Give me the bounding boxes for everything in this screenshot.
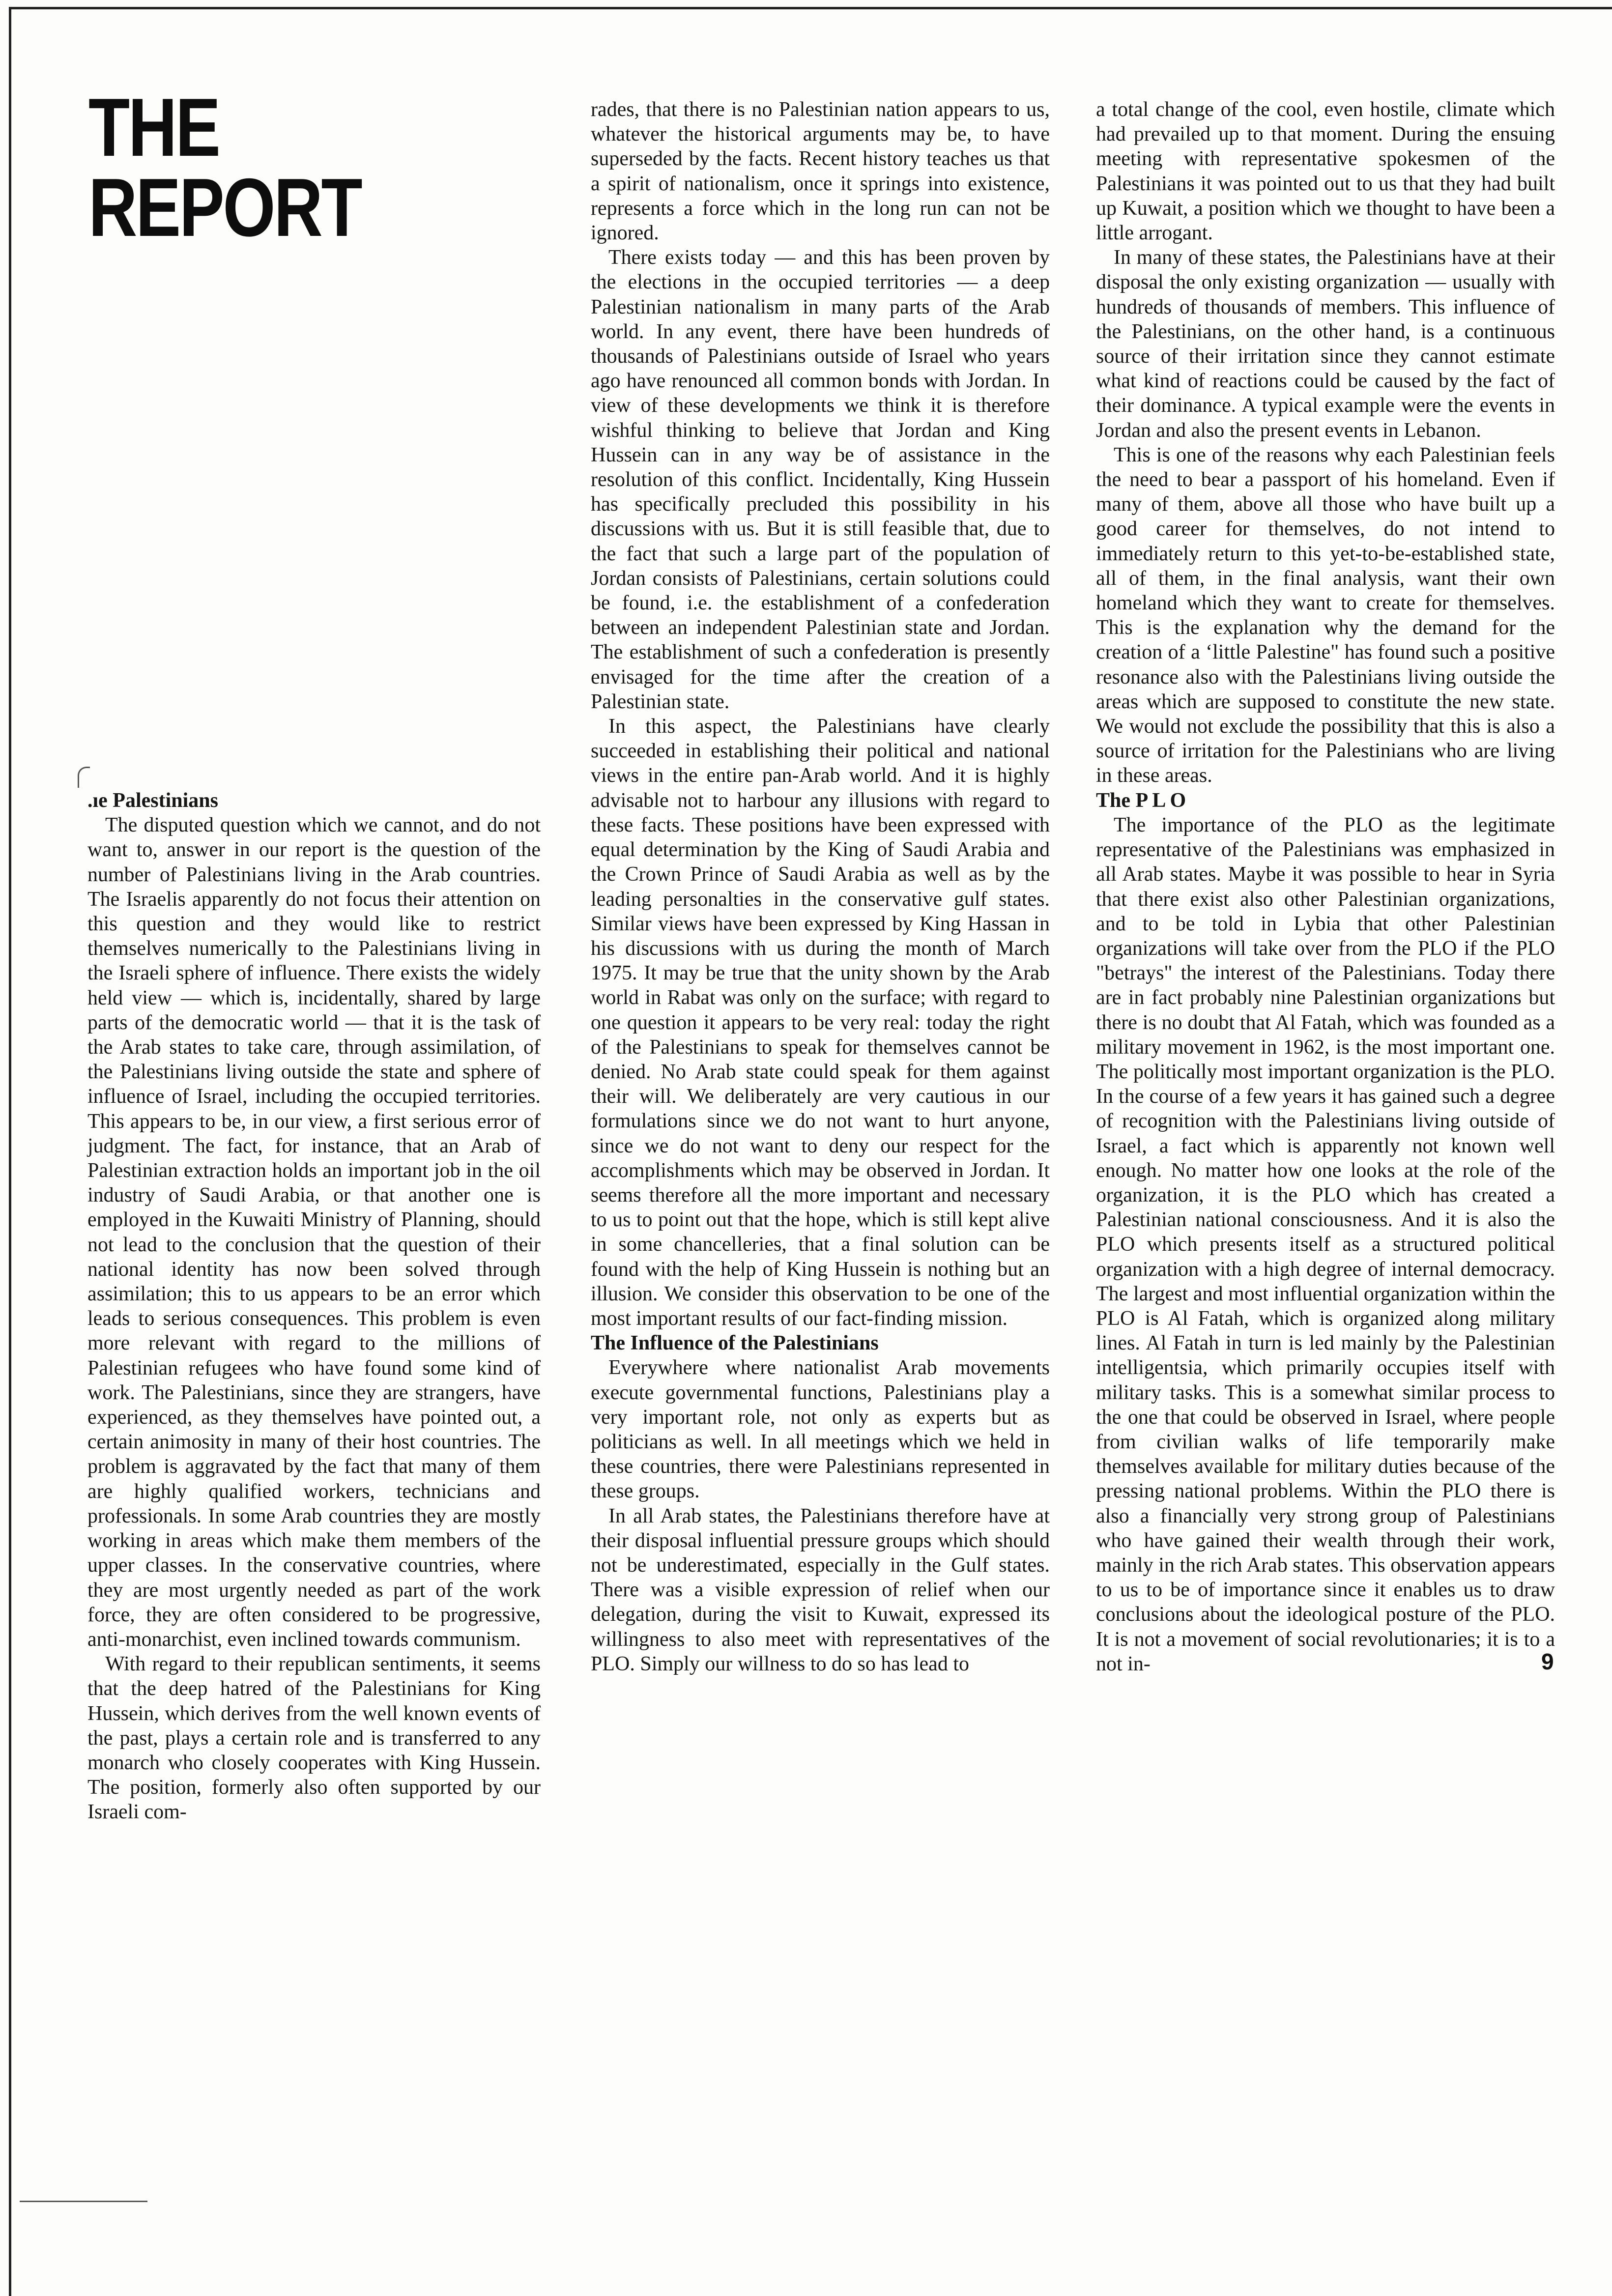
bottom-rule [20, 2201, 147, 2202]
title-line-2: REPORT [88, 161, 361, 254]
top-border-rule [9, 7, 1612, 9]
paragraph: This is one of the reasons why each Palestinian feels the need to bear a passport of his homeland. Even if many of them, above all those who have built up a good career for themselves, do not intend to immediately return to this yet-to-be-established state, all of them, in the final analysis, want their own homeland which they want to create for themselves. This is the explanation why the demand for the creation of a ‘little Palestine" has found such a positive resonance also with the Palestinians living outside the areas which are supposed to constitute the new state. We would not exclude the possibility that this is also a source of irritation for the Palestinians who are living in these areas. [1096, 443, 1555, 787]
column-left [87, 788, 541, 1825]
column-right [1096, 97, 1555, 1676]
paragraph: The importance of the PLO as the legitimate representative of the Palestinians was emphasized in all Arab states. Maybe it was possible to hear in Syria that there exist also other Palestinian organizations, and to be told in Lybia that other Palestinian organizations will take over from the PLO if the PLO "betrays" the interest of the Palestinians. Today there are in fact probably nine Palestinian organizations but there is no doubt that Al Fatah, which was founded as a military movement in 1962, is the most important one. The politically most important organization is the PLO. In the course of a few years it has gained such a degree of recognition with the Palestinians living outside of Israel, a fact which is apparently not known well enough. No matter how one looks at the role of the organization, it is the PLO which has created a Palestinian national consciousness. And it is also the PLO which presents itself as a structured political organization with a high degree of internal democracy. The largest and most influential organization within the PLO is Al Fatah, which is organized along military lines. Al Fatah in turn is led mainly by the Palestinian intelligentsia, which primarily occupies itself with military tasks. This is a somewhat similar process to the one that could be observed in Israel, where people from civilian walks of life temporarily make themselves available for military duties because of the pressing national problems. Within the PLO there is also a financially very strong group of Palestinians who have gained their wealth through their work, mainly in the rich Arab states. This observation appears to us to be of importance since it enables us to draw conclusions about the ideological posture of the PLO. It is not a movement of social revolutionaries; it is to a not in- [1096, 813, 1555, 1675]
paragraph: The disputed question which we cannot, and do not want to, answer in our report is the question of the number of Palestinians living in the Arab countries. The Israelis apparently do not focus their attention on this question and they would like to restrict themselves numerically to the Palestinians living in the Israeli sphere of influence. There exists the widely held view — which is, incidentally, shared by large parts of the democratic world — that it is the task of the Arab states to take care, through assimilation, of the Palestinians living outside the state and sphere of influence of Israel, including the occupied territories. This appears to be, in our view, a first serious error of judgment. The fact, for instance, that an Arab of Palestinian extraction holds an important job in the oil industry of Saudi Arabia, or that another one is employed in the Kuwaiti Ministry of Planning, should not lead to the conclusion that the question of their national identity has now been solved through assimilation; this to us appears to be an error which leads to serious consequences. This problem is even more relevant with regard to the millions of Palestinian refugees who have found some kind of work. The Palestinians, since they are strangers, have experienced, as they themselves have pointed out, a certain animosity in many of their host countries. The problem is aggravated by the fact that many of them are highly qualified workers, technicians and professionals. In some Arab countries they are mostly working in areas which make them members of the upper classes. In the conservative countries, where they are most urgently needed as part of the work force, they are often considered to be progressive, anti-monarchist, even inclined towards communism. [87, 814, 541, 1651]
paragraph: a total change of the cool, even hostile, climate which had prevailed up to that moment. During the ensuing meeting with representative spokesmen of the Palestinians it was pointed out to us that they had built up Kuwait, a position which we thought to have been a little arrogant. [1096, 98, 1555, 245]
heading-palestinians: .ıe Palestinians [87, 789, 219, 812]
paragraph: In all Arab states, the Palestinians therefore have at their disposal influential pressure groups which should not be underestimated, especially in the Gulf states. There was a visible expression of relief when our delegation, during the visit to Kuwait, expressed its willingness to also meet with representatives of the PLO. Simply our willness to do so has lead to [591, 1504, 1050, 1675]
column-middle [591, 97, 1050, 1676]
paragraph: Everywhere where nationalist Arab movements execute governmental functions, Palestinians play a very important role, not only as experts but as politicians as well. In all meetings which we held in these countries, there were Palestinians represented in these groups. [591, 1356, 1050, 1503]
paragraph: There exists today — and this has been proven by the elections in the occupied territories — a deep Palestinian nationalism in many parts of the Arab world. In any event, there have been hundreds of thousands of Palestinians outside of Israel who years ago have renounced all common bonds with Jordan. In view of these developments we think it is therefore wishful thinking to believe that Jordan and King Hussein can in any way be of assistance in the resolution of this conflict. Incidentally, King Hussein has specifically precluded this possibility in his discussions with us. But it is still feasible that, due to the fact that such a large part of the population of Jordan consists of Palestinians, certain solutions could be found, i.e. the establishment of a confederation between an independent Palestinian state and Jordan. The establishment of such a confederation is presently envisaged for the time after the creation of a Palestinian state. [591, 246, 1050, 713]
margin-mark [78, 767, 90, 788]
paragraph: In this aspect, the Palestinians have clearly succeeded in establishing their political and national views in the entire pan-Arab world. And it is highly advisable not to harbour any illusions with regard to these facts. These positions have been expressed with equal determination by the King of Saudi Arabia and the Crown Prince of Saudi Arabia as well as by the leading personalties in the conservative gulf states. Similar views have been expressed by King Hassan in his discussions with us during the month of March 1975. It may be true that the unity shown by the Arab world in Rabat was only on the surface; with regard to one question it appears to be very real: today the right of the Palestinians to speak for themselves cannot be denied. No Arab state could speak for them against their will. We deliberately are very cautious in our formulations since we do not want to hurt anyone, since we do not want to deny our respect for the accomplishments which may be observed in Jordan. It seems therefore all the more important and necessary to us to point out that the hope, which is still kept alive in some chancelleries, that a final solution can be found with the help of King Hussein is nothing but an illusion. We consider this observation to be one of the most important results of our fact-finding mission. [591, 715, 1050, 1330]
paragraph: In many of these states, the Palestinians have at their disposal the only existing organization — usually with hundreds of thousands of members. This influence of the Palestinians, on the other hand, is a continuous source of their irritation since they cannot estimate what kind of reactions could be caused by the fact of their dominance. A typical example were the events in Jordan and also the present events in Lebanon. [1096, 246, 1555, 442]
title-line-1: THE [88, 81, 219, 173]
page-number: 9 [1541, 1649, 1554, 1674]
page-title [88, 81, 371, 254]
paragraph: With regard to their republican sentiments, it seems that the deep hatred of the Palestinians for King Hussein, which derives from the well known events of the past, plays a certain role and is transferred to any monarch who closely cooperates with King Hussein. The position, formerly also often supported by our Israeli com- [87, 1653, 541, 1824]
heading-influence: The Influence of the Palestinians [591, 1332, 879, 1355]
left-border-rule [9, 7, 11, 2296]
heading-plo: The P L O [1096, 789, 1186, 812]
paragraph: rades, that there is no Palestinian nation appears to us, whatever the historical arguments may be, to have superseded by the facts. Recent history teaches us that a spirit of nationalism, once it springs into existence, represents a force which in the long run can not be ignored. [591, 98, 1050, 245]
